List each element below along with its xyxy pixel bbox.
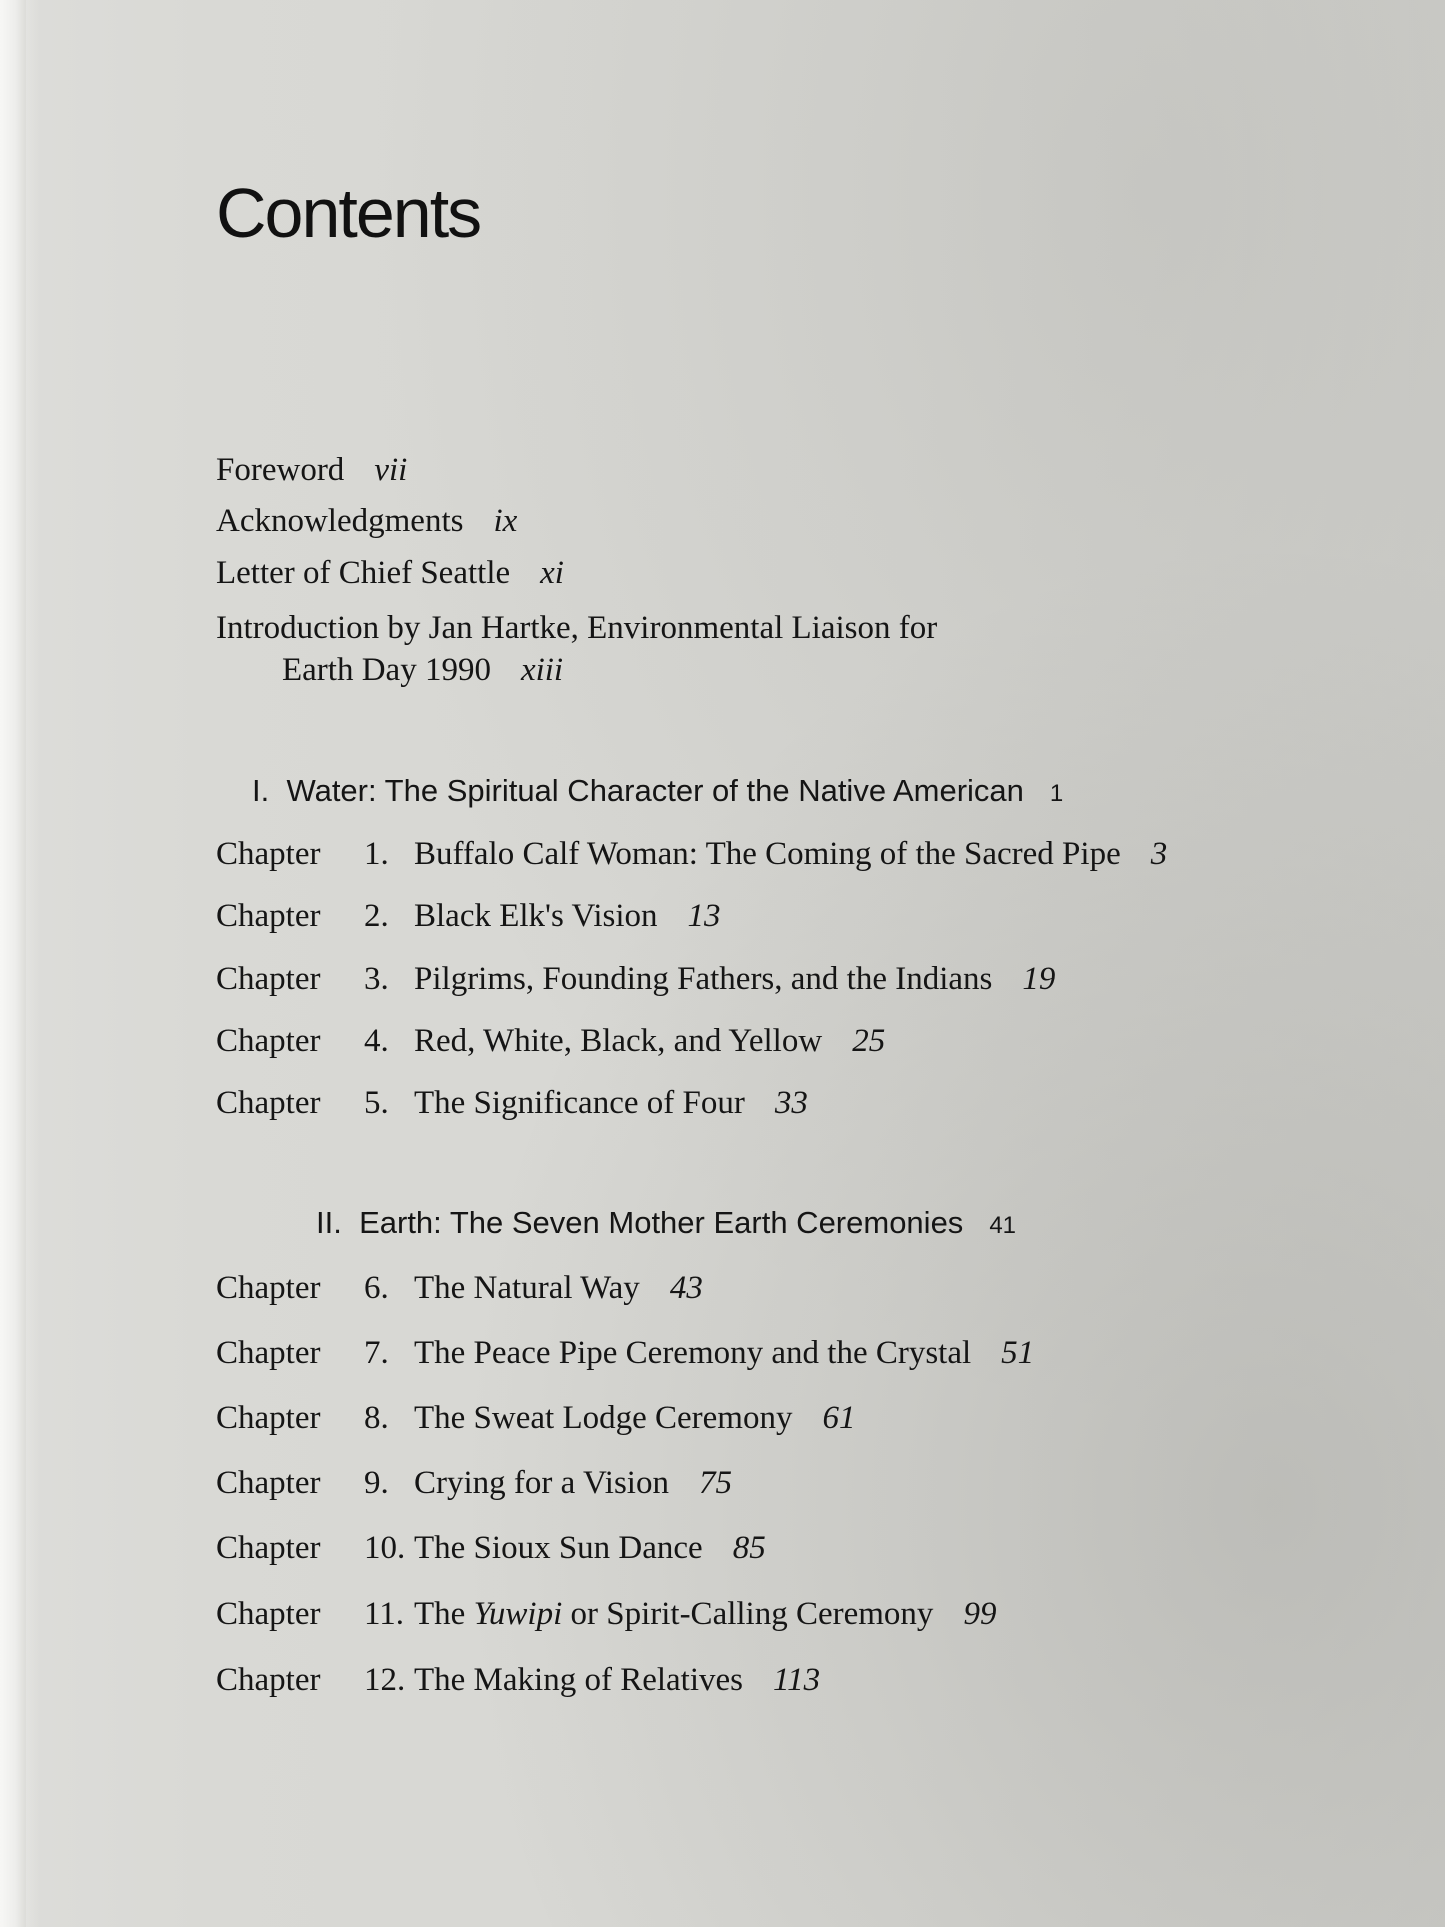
chapter-page: 25 xyxy=(852,1023,886,1059)
toc-entry-letter xyxy=(216,555,564,592)
chapter-number: 10. xyxy=(364,1530,406,1566)
chapter-label: Chapter xyxy=(216,1085,321,1121)
toc-chapter-5 xyxy=(216,1085,808,1122)
chapter-page: 99 xyxy=(963,1596,997,1632)
page-title: Contents xyxy=(216,174,481,252)
chapter-title: The Peace Pipe Ceremony and the Crystal xyxy=(414,1335,972,1371)
chapter-label: Chapter xyxy=(216,1023,321,1059)
chapter-title: The Natural Way xyxy=(414,1270,640,1306)
toc-chapter-4 xyxy=(216,1023,885,1060)
chapter-title: Red, White, Black, and Yellow xyxy=(414,1023,823,1059)
chapter-title: The Sweat Lodge Ceremony xyxy=(414,1400,793,1436)
page-edge xyxy=(0,0,26,1927)
chapter-title: The Sioux Sun Dance xyxy=(414,1530,703,1566)
part-numeral: I. xyxy=(252,773,270,808)
part-heading-1 xyxy=(252,773,1063,809)
chapter-page: 75 xyxy=(698,1465,732,1501)
toc-chapter-8 xyxy=(216,1400,855,1437)
chapter-title: Buffalo Calf Woman: The Coming of the Sacred Pipe xyxy=(414,836,1121,872)
toc-chapter-10 xyxy=(216,1530,766,1567)
chapter-label: Chapter xyxy=(216,1596,321,1632)
chapter-number: 1. xyxy=(364,836,389,872)
chapter-label: Chapter xyxy=(216,1662,321,1698)
part-numeral: II. xyxy=(316,1205,342,1240)
part-heading-2 xyxy=(316,1205,1016,1241)
chapter-title: The Significance of Four xyxy=(414,1085,745,1121)
chapter-page: 43 xyxy=(669,1270,703,1306)
entry-title-cont: Earth Day 1990 xyxy=(282,652,491,688)
chapter-page: 13 xyxy=(687,898,721,934)
chapter-number: 11. xyxy=(364,1596,405,1632)
toc-chapter-2 xyxy=(216,898,721,935)
toc-chapter-3 xyxy=(216,961,1055,998)
chapter-page: 33 xyxy=(774,1085,808,1121)
chapter-page: 19 xyxy=(1022,961,1056,997)
entry-page: vii xyxy=(374,452,408,488)
chapter-number: 8. xyxy=(364,1400,389,1436)
chapter-page: 3 xyxy=(1150,836,1168,872)
chapter-number: 4. xyxy=(364,1023,389,1059)
part-page: 41 xyxy=(989,1212,1017,1239)
chapter-page: 51 xyxy=(1001,1335,1035,1371)
toc-chapter-1 xyxy=(216,836,1167,873)
entry-title: Introduction by Jan Hartke, Environmental Liaison for xyxy=(216,610,938,646)
toc-chapter-11 xyxy=(216,1596,996,1633)
chapter-number: 7. xyxy=(364,1335,389,1371)
toc-chapter-7 xyxy=(216,1335,1034,1372)
chapter-title: Crying for a Vision xyxy=(414,1465,669,1501)
chapter-label: Chapter xyxy=(216,1465,321,1501)
chapter-page: 61 xyxy=(822,1400,856,1436)
toc-entry-introduction-cont xyxy=(282,652,563,689)
chapter-number: 6. xyxy=(364,1270,389,1306)
chapter-title: The Making of Relatives xyxy=(414,1662,744,1698)
chapter-title: Black Elk's Vision xyxy=(414,898,658,934)
entry-title: Acknowledgments xyxy=(216,503,464,539)
toc-chapter-6 xyxy=(216,1270,703,1307)
chapter-label: Chapter xyxy=(216,1400,321,1436)
part-title: Earth: The Seven Mother Earth Ceremonies xyxy=(359,1205,964,1240)
chapter-number: 5. xyxy=(364,1085,389,1121)
toc-chapter-9 xyxy=(216,1465,732,1502)
entry-page: xiii xyxy=(520,652,564,688)
chapter-title-pre: The xyxy=(414,1596,474,1632)
chapter-number: 9. xyxy=(364,1465,389,1501)
chapter-label: Chapter xyxy=(216,961,321,997)
entry-title: Foreword xyxy=(216,452,345,488)
chapter-label: Chapter xyxy=(216,836,321,872)
toc-chapter-12 xyxy=(216,1662,820,1699)
toc-entry-foreword xyxy=(216,452,407,489)
toc-entry-acknowledgments xyxy=(216,503,517,540)
chapter-label: Chapter xyxy=(216,898,321,934)
entry-title: Letter of Chief Seattle xyxy=(216,555,511,591)
entry-page: ix xyxy=(493,503,518,539)
chapter-page: 85 xyxy=(732,1530,766,1566)
chapter-label: Chapter xyxy=(216,1335,321,1371)
chapter-title: Pilgrims, Founding Fathers, and the Indians xyxy=(414,961,993,997)
chapter-label: Chapter xyxy=(216,1530,321,1566)
chapter-title-italic: Yuwipi xyxy=(473,1596,563,1632)
toc-entry-introduction xyxy=(216,610,937,647)
chapter-title-post: or Spirit-Calling Ceremony xyxy=(562,1596,934,1632)
chapter-page: 113 xyxy=(773,1662,821,1698)
chapter-number: 2. xyxy=(364,898,389,934)
part-page: 1 xyxy=(1049,780,1064,807)
part-title: Water: The Spiritual Character of the Native American xyxy=(286,773,1024,808)
chapter-number: 3. xyxy=(364,961,389,997)
entry-page: xi xyxy=(540,555,564,591)
chapter-number: 12. xyxy=(364,1662,406,1698)
chapter-label: Chapter xyxy=(216,1270,321,1306)
